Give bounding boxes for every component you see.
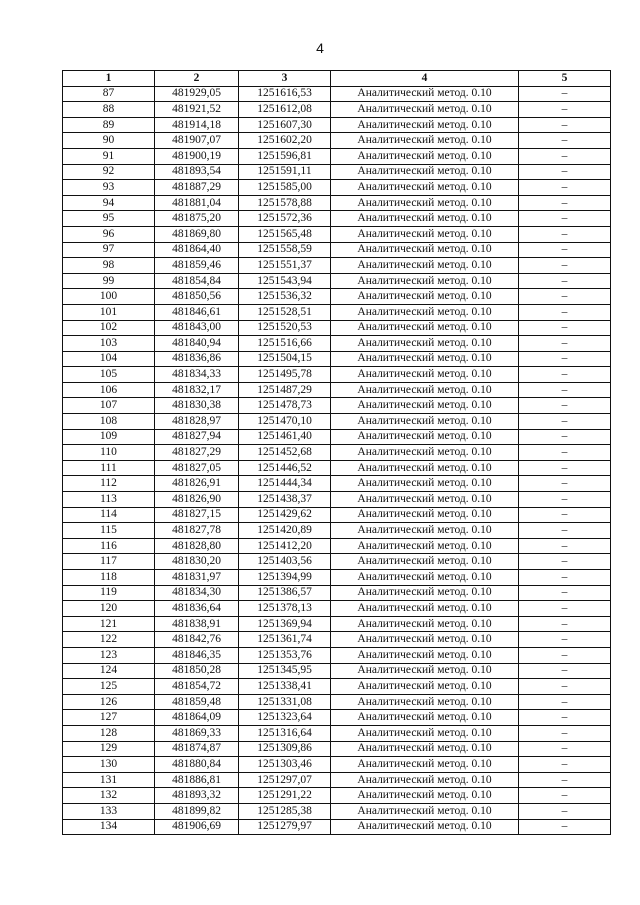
cell-note: – bbox=[519, 102, 611, 118]
cell-method-accuracy: Аналитический метод. 0.10 bbox=[331, 725, 519, 741]
cell-y-coordinate: 1251558,59 bbox=[239, 242, 331, 258]
cell-y-coordinate: 1251543,94 bbox=[239, 273, 331, 289]
table-row bbox=[63, 289, 611, 305]
table-row bbox=[63, 320, 611, 336]
cell-method-accuracy: Аналитический метод. 0.10 bbox=[331, 258, 519, 274]
cell-x-coordinate: 481827,78 bbox=[155, 523, 239, 539]
header-col-3: 3 bbox=[239, 71, 331, 87]
cell-method-accuracy: Аналитический метод. 0.10 bbox=[331, 601, 519, 617]
cell-note: – bbox=[519, 554, 611, 570]
table-row bbox=[63, 585, 611, 601]
table-row bbox=[63, 211, 611, 227]
cell-point-number: 124 bbox=[63, 663, 155, 679]
cell-x-coordinate: 481827,29 bbox=[155, 445, 239, 461]
cell-x-coordinate: 481899,82 bbox=[155, 803, 239, 819]
cell-point-number: 131 bbox=[63, 772, 155, 788]
cell-note: – bbox=[519, 351, 611, 367]
table-row bbox=[63, 725, 611, 741]
cell-method-accuracy: Аналитический метод. 0.10 bbox=[331, 195, 519, 211]
cell-point-number: 114 bbox=[63, 507, 155, 523]
table-row bbox=[63, 304, 611, 320]
cell-y-coordinate: 1251616,53 bbox=[239, 86, 331, 102]
cell-note: – bbox=[519, 492, 611, 508]
cell-note: – bbox=[519, 133, 611, 149]
cell-point-number: 126 bbox=[63, 694, 155, 710]
cell-note: – bbox=[519, 570, 611, 586]
cell-method-accuracy: Аналитический метод. 0.10 bbox=[331, 772, 519, 788]
cell-y-coordinate: 1251478,73 bbox=[239, 398, 331, 414]
cell-x-coordinate: 481914,18 bbox=[155, 117, 239, 133]
cell-method-accuracy: Аналитический метод. 0.10 bbox=[331, 757, 519, 773]
cell-method-accuracy: Аналитический метод. 0.10 bbox=[331, 304, 519, 320]
cell-point-number: 125 bbox=[63, 679, 155, 695]
table-row bbox=[63, 336, 611, 352]
cell-note: – bbox=[519, 757, 611, 773]
cell-y-coordinate: 1251303,46 bbox=[239, 757, 331, 773]
cell-method-accuracy: Аналитический метод. 0.10 bbox=[331, 819, 519, 835]
cell-method-accuracy: Аналитический метод. 0.10 bbox=[331, 180, 519, 196]
table-row bbox=[63, 647, 611, 663]
cell-x-coordinate: 481831,97 bbox=[155, 570, 239, 586]
cell-x-coordinate: 481843,00 bbox=[155, 320, 239, 336]
cell-y-coordinate: 1251461,40 bbox=[239, 429, 331, 445]
cell-x-coordinate: 481850,28 bbox=[155, 663, 239, 679]
cell-x-coordinate: 481854,72 bbox=[155, 679, 239, 695]
cell-note: – bbox=[519, 616, 611, 632]
cell-method-accuracy: Аналитический метод. 0.10 bbox=[331, 289, 519, 305]
cell-method-accuracy: Аналитический метод. 0.10 bbox=[331, 273, 519, 289]
cell-point-number: 121 bbox=[63, 616, 155, 632]
coordinates-table bbox=[62, 70, 611, 835]
cell-method-accuracy: Аналитический метод. 0.10 bbox=[331, 351, 519, 367]
cell-method-accuracy: Аналитический метод. 0.10 bbox=[331, 788, 519, 804]
cell-note: – bbox=[519, 460, 611, 476]
table-row bbox=[63, 86, 611, 102]
cell-y-coordinate: 1251338,41 bbox=[239, 679, 331, 695]
cell-point-number: 111 bbox=[63, 460, 155, 476]
cell-note: – bbox=[519, 725, 611, 741]
table-row bbox=[63, 476, 611, 492]
table-row bbox=[63, 273, 611, 289]
cell-point-number: 106 bbox=[63, 382, 155, 398]
table-row bbox=[63, 507, 611, 523]
cell-note: – bbox=[519, 398, 611, 414]
cell-y-coordinate: 1251353,76 bbox=[239, 647, 331, 663]
cell-note: – bbox=[519, 164, 611, 180]
cell-x-coordinate: 481874,87 bbox=[155, 741, 239, 757]
cell-method-accuracy: Аналитический метод. 0.10 bbox=[331, 647, 519, 663]
cell-point-number: 87 bbox=[63, 86, 155, 102]
table-row bbox=[63, 351, 611, 367]
cell-note: – bbox=[519, 148, 611, 164]
cell-x-coordinate: 481921,52 bbox=[155, 102, 239, 118]
table-row bbox=[63, 164, 611, 180]
cell-point-number: 127 bbox=[63, 710, 155, 726]
cell-x-coordinate: 481864,40 bbox=[155, 242, 239, 258]
cell-note: – bbox=[519, 772, 611, 788]
cell-y-coordinate: 1251386,57 bbox=[239, 585, 331, 601]
cell-point-number: 95 bbox=[63, 211, 155, 227]
cell-x-coordinate: 481886,81 bbox=[155, 772, 239, 788]
cell-note: – bbox=[519, 601, 611, 617]
cell-note: – bbox=[519, 180, 611, 196]
table-row bbox=[63, 616, 611, 632]
cell-y-coordinate: 1251279,97 bbox=[239, 819, 331, 835]
cell-x-coordinate: 481893,54 bbox=[155, 164, 239, 180]
cell-point-number: 110 bbox=[63, 445, 155, 461]
cell-method-accuracy: Аналитический метод. 0.10 bbox=[331, 710, 519, 726]
cell-x-coordinate: 481929,05 bbox=[155, 86, 239, 102]
cell-method-accuracy: Аналитический метод. 0.10 bbox=[331, 242, 519, 258]
table-row bbox=[63, 242, 611, 258]
cell-x-coordinate: 481827,15 bbox=[155, 507, 239, 523]
cell-y-coordinate: 1251412,20 bbox=[239, 538, 331, 554]
cell-x-coordinate: 481830,20 bbox=[155, 554, 239, 570]
cell-method-accuracy: Аналитический метод. 0.10 bbox=[331, 148, 519, 164]
cell-point-number: 103 bbox=[63, 336, 155, 352]
cell-note: – bbox=[519, 585, 611, 601]
cell-x-coordinate: 481827,94 bbox=[155, 429, 239, 445]
table-row bbox=[63, 398, 611, 414]
cell-note: – bbox=[519, 507, 611, 523]
table-row bbox=[63, 663, 611, 679]
cell-y-coordinate: 1251420,89 bbox=[239, 523, 331, 539]
cell-x-coordinate: 481846,61 bbox=[155, 304, 239, 320]
cell-note: – bbox=[519, 382, 611, 398]
table-row bbox=[63, 601, 611, 617]
table-row bbox=[63, 538, 611, 554]
table-row bbox=[63, 367, 611, 383]
cell-y-coordinate: 1251487,29 bbox=[239, 382, 331, 398]
table-row bbox=[63, 554, 611, 570]
cell-method-accuracy: Аналитический метод. 0.10 bbox=[331, 476, 519, 492]
cell-method-accuracy: Аналитический метод. 0.10 bbox=[331, 616, 519, 632]
cell-x-coordinate: 481838,91 bbox=[155, 616, 239, 632]
table-row bbox=[63, 492, 611, 508]
cell-y-coordinate: 1251612,08 bbox=[239, 102, 331, 118]
cell-method-accuracy: Аналитический метод. 0.10 bbox=[331, 133, 519, 149]
cell-y-coordinate: 1251572,36 bbox=[239, 211, 331, 227]
cell-method-accuracy: Аналитический метод. 0.10 bbox=[331, 86, 519, 102]
cell-x-coordinate: 481893,32 bbox=[155, 788, 239, 804]
cell-method-accuracy: Аналитический метод. 0.10 bbox=[331, 164, 519, 180]
cell-note: – bbox=[519, 445, 611, 461]
cell-y-coordinate: 1251345,95 bbox=[239, 663, 331, 679]
cell-y-coordinate: 1251591,11 bbox=[239, 164, 331, 180]
cell-method-accuracy: Аналитический метод. 0.10 bbox=[331, 803, 519, 819]
cell-y-coordinate: 1251585,00 bbox=[239, 180, 331, 196]
cell-y-coordinate: 1251607,30 bbox=[239, 117, 331, 133]
cell-note: – bbox=[519, 273, 611, 289]
cell-method-accuracy: Аналитический метод. 0.10 bbox=[331, 632, 519, 648]
cell-note: – bbox=[519, 632, 611, 648]
cell-method-accuracy: Аналитический метод. 0.10 bbox=[331, 694, 519, 710]
cell-point-number: 92 bbox=[63, 164, 155, 180]
cell-method-accuracy: Аналитический метод. 0.10 bbox=[331, 554, 519, 570]
cell-x-coordinate: 481900,19 bbox=[155, 148, 239, 164]
cell-point-number: 112 bbox=[63, 476, 155, 492]
cell-point-number: 105 bbox=[63, 367, 155, 383]
table-row bbox=[63, 133, 611, 149]
cell-x-coordinate: 481827,05 bbox=[155, 460, 239, 476]
cell-note: – bbox=[519, 523, 611, 539]
cell-y-coordinate: 1251516,66 bbox=[239, 336, 331, 352]
cell-x-coordinate: 481836,64 bbox=[155, 601, 239, 617]
cell-point-number: 99 bbox=[63, 273, 155, 289]
cell-y-coordinate: 1251602,20 bbox=[239, 133, 331, 149]
cell-method-accuracy: Аналитический метод. 0.10 bbox=[331, 320, 519, 336]
table-row bbox=[63, 460, 611, 476]
table-row bbox=[63, 710, 611, 726]
cell-x-coordinate: 481840,94 bbox=[155, 336, 239, 352]
cell-point-number: 98 bbox=[63, 258, 155, 274]
cell-point-number: 89 bbox=[63, 117, 155, 133]
table-header bbox=[63, 71, 611, 87]
cell-point-number: 93 bbox=[63, 180, 155, 196]
cell-x-coordinate: 481869,80 bbox=[155, 226, 239, 242]
cell-y-coordinate: 1251536,32 bbox=[239, 289, 331, 305]
cell-note: – bbox=[519, 679, 611, 695]
cell-note: – bbox=[519, 117, 611, 133]
cell-point-number: 122 bbox=[63, 632, 155, 648]
cell-note: – bbox=[519, 289, 611, 305]
cell-y-coordinate: 1251495,78 bbox=[239, 367, 331, 383]
cell-y-coordinate: 1251444,34 bbox=[239, 476, 331, 492]
cell-point-number: 120 bbox=[63, 601, 155, 617]
cell-x-coordinate: 481826,90 bbox=[155, 492, 239, 508]
cell-method-accuracy: Аналитический метод. 0.10 bbox=[331, 367, 519, 383]
cell-point-number: 100 bbox=[63, 289, 155, 305]
table-row bbox=[63, 414, 611, 430]
cell-point-number: 101 bbox=[63, 304, 155, 320]
cell-point-number: 130 bbox=[63, 757, 155, 773]
cell-method-accuracy: Аналитический метод. 0.10 bbox=[331, 211, 519, 227]
cell-point-number: 88 bbox=[63, 102, 155, 118]
table-row bbox=[63, 258, 611, 274]
cell-method-accuracy: Аналитический метод. 0.10 bbox=[331, 523, 519, 539]
cell-note: – bbox=[519, 710, 611, 726]
table-row bbox=[63, 445, 611, 461]
cell-point-number: 132 bbox=[63, 788, 155, 804]
cell-note: – bbox=[519, 694, 611, 710]
cell-y-coordinate: 1251504,15 bbox=[239, 351, 331, 367]
cell-y-coordinate: 1251361,74 bbox=[239, 632, 331, 648]
cell-note: – bbox=[519, 803, 611, 819]
cell-method-accuracy: Аналитический метод. 0.10 bbox=[331, 117, 519, 133]
cell-point-number: 91 bbox=[63, 148, 155, 164]
cell-y-coordinate: 1251403,56 bbox=[239, 554, 331, 570]
cell-y-coordinate: 1251565,48 bbox=[239, 226, 331, 242]
table-row bbox=[63, 570, 611, 586]
cell-method-accuracy: Аналитический метод. 0.10 bbox=[331, 336, 519, 352]
cell-y-coordinate: 1251520,53 bbox=[239, 320, 331, 336]
cell-y-coordinate: 1251394,99 bbox=[239, 570, 331, 586]
cell-x-coordinate: 481906,69 bbox=[155, 819, 239, 835]
cell-x-coordinate: 481864,09 bbox=[155, 710, 239, 726]
cell-method-accuracy: Аналитический метод. 0.10 bbox=[331, 679, 519, 695]
cell-method-accuracy: Аналитический метод. 0.10 bbox=[331, 445, 519, 461]
cell-point-number: 96 bbox=[63, 226, 155, 242]
cell-method-accuracy: Аналитический метод. 0.10 bbox=[331, 570, 519, 586]
table-row bbox=[63, 741, 611, 757]
cell-note: – bbox=[519, 336, 611, 352]
table-row bbox=[63, 117, 611, 133]
cell-note: – bbox=[519, 195, 611, 211]
cell-point-number: 123 bbox=[63, 647, 155, 663]
table-row bbox=[63, 226, 611, 242]
cell-note: – bbox=[519, 788, 611, 804]
cell-y-coordinate: 1251369,94 bbox=[239, 616, 331, 632]
cell-note: – bbox=[519, 320, 611, 336]
cell-method-accuracy: Аналитический метод. 0.10 bbox=[331, 741, 519, 757]
cell-y-coordinate: 1251331,08 bbox=[239, 694, 331, 710]
cell-x-coordinate: 481832,17 bbox=[155, 382, 239, 398]
cell-note: – bbox=[519, 819, 611, 835]
cell-x-coordinate: 481854,84 bbox=[155, 273, 239, 289]
cell-y-coordinate: 1251578,88 bbox=[239, 195, 331, 211]
cell-x-coordinate: 481907,07 bbox=[155, 133, 239, 149]
table-row bbox=[63, 632, 611, 648]
cell-point-number: 94 bbox=[63, 195, 155, 211]
header-col-1: 1 bbox=[63, 71, 155, 87]
header-col-4: 4 bbox=[331, 71, 519, 87]
cell-method-accuracy: Аналитический метод. 0.10 bbox=[331, 429, 519, 445]
cell-method-accuracy: Аналитический метод. 0.10 bbox=[331, 460, 519, 476]
cell-y-coordinate: 1251438,37 bbox=[239, 492, 331, 508]
cell-method-accuracy: Аналитический метод. 0.10 bbox=[331, 414, 519, 430]
cell-y-coordinate: 1251285,38 bbox=[239, 803, 331, 819]
cell-y-coordinate: 1251297,07 bbox=[239, 772, 331, 788]
cell-y-coordinate: 1251316,64 bbox=[239, 725, 331, 741]
cell-note: – bbox=[519, 414, 611, 430]
cell-point-number: 104 bbox=[63, 351, 155, 367]
cell-point-number: 109 bbox=[63, 429, 155, 445]
cell-y-coordinate: 1251551,37 bbox=[239, 258, 331, 274]
table-row bbox=[63, 757, 611, 773]
table-row bbox=[63, 679, 611, 695]
cell-note: – bbox=[519, 211, 611, 227]
cell-point-number: 118 bbox=[63, 570, 155, 586]
cell-x-coordinate: 481836,86 bbox=[155, 351, 239, 367]
table-row bbox=[63, 819, 611, 835]
header-row bbox=[63, 71, 611, 87]
table-row bbox=[63, 772, 611, 788]
cell-x-coordinate: 481859,46 bbox=[155, 258, 239, 274]
cell-note: – bbox=[519, 663, 611, 679]
cell-note: – bbox=[519, 226, 611, 242]
table-row bbox=[63, 195, 611, 211]
cell-x-coordinate: 481826,91 bbox=[155, 476, 239, 492]
cell-x-coordinate: 481869,33 bbox=[155, 725, 239, 741]
cell-x-coordinate: 481834,30 bbox=[155, 585, 239, 601]
cell-note: – bbox=[519, 741, 611, 757]
cell-point-number: 119 bbox=[63, 585, 155, 601]
cell-method-accuracy: Аналитический метод. 0.10 bbox=[331, 492, 519, 508]
cell-x-coordinate: 481834,33 bbox=[155, 367, 239, 383]
cell-x-coordinate: 481880,84 bbox=[155, 757, 239, 773]
cell-method-accuracy: Аналитический метод. 0.10 bbox=[331, 663, 519, 679]
cell-point-number: 108 bbox=[63, 414, 155, 430]
cell-note: – bbox=[519, 242, 611, 258]
table-row bbox=[63, 429, 611, 445]
table-row bbox=[63, 180, 611, 196]
cell-point-number: 133 bbox=[63, 803, 155, 819]
header-col-5: 5 bbox=[519, 71, 611, 87]
cell-y-coordinate: 1251470,10 bbox=[239, 414, 331, 430]
cell-x-coordinate: 481830,38 bbox=[155, 398, 239, 414]
cell-note: – bbox=[519, 647, 611, 663]
cell-y-coordinate: 1251596,81 bbox=[239, 148, 331, 164]
cell-y-coordinate: 1251452,68 bbox=[239, 445, 331, 461]
cell-point-number: 116 bbox=[63, 538, 155, 554]
cell-point-number: 134 bbox=[63, 819, 155, 835]
cell-y-coordinate: 1251291,22 bbox=[239, 788, 331, 804]
cell-method-accuracy: Аналитический метод. 0.10 bbox=[331, 102, 519, 118]
cell-x-coordinate: 481846,35 bbox=[155, 647, 239, 663]
cell-x-coordinate: 481842,76 bbox=[155, 632, 239, 648]
table-row bbox=[63, 148, 611, 164]
table-body bbox=[63, 86, 611, 835]
cell-y-coordinate: 1251446,52 bbox=[239, 460, 331, 476]
cell-x-coordinate: 481859,48 bbox=[155, 694, 239, 710]
cell-point-number: 107 bbox=[63, 398, 155, 414]
cell-point-number: 97 bbox=[63, 242, 155, 258]
cell-method-accuracy: Аналитический метод. 0.10 bbox=[331, 382, 519, 398]
cell-x-coordinate: 481881,04 bbox=[155, 195, 239, 211]
cell-point-number: 90 bbox=[63, 133, 155, 149]
cell-note: – bbox=[519, 538, 611, 554]
table-row bbox=[63, 382, 611, 398]
cell-note: – bbox=[519, 86, 611, 102]
cell-point-number: 113 bbox=[63, 492, 155, 508]
table-row bbox=[63, 803, 611, 819]
cell-point-number: 115 bbox=[63, 523, 155, 539]
table-row bbox=[63, 102, 611, 118]
cell-note: – bbox=[519, 429, 611, 445]
cell-note: – bbox=[519, 304, 611, 320]
cell-point-number: 129 bbox=[63, 741, 155, 757]
cell-point-number: 117 bbox=[63, 554, 155, 570]
cell-note: – bbox=[519, 367, 611, 383]
cell-point-number: 128 bbox=[63, 725, 155, 741]
cell-x-coordinate: 481828,97 bbox=[155, 414, 239, 430]
header-col-2: 2 bbox=[155, 71, 239, 87]
table-row bbox=[63, 788, 611, 804]
cell-x-coordinate: 481875,20 bbox=[155, 211, 239, 227]
table-row bbox=[63, 694, 611, 710]
cell-method-accuracy: Аналитический метод. 0.10 bbox=[331, 585, 519, 601]
cell-x-coordinate: 481828,80 bbox=[155, 538, 239, 554]
cell-note: – bbox=[519, 258, 611, 274]
cell-y-coordinate: 1251323,64 bbox=[239, 710, 331, 726]
cell-y-coordinate: 1251309,86 bbox=[239, 741, 331, 757]
cell-method-accuracy: Аналитический метод. 0.10 bbox=[331, 538, 519, 554]
cell-x-coordinate: 481887,29 bbox=[155, 180, 239, 196]
cell-y-coordinate: 1251378,13 bbox=[239, 601, 331, 617]
table-row bbox=[63, 523, 611, 539]
cell-method-accuracy: Аналитический метод. 0.10 bbox=[331, 507, 519, 523]
cell-x-coordinate: 481850,56 bbox=[155, 289, 239, 305]
cell-y-coordinate: 1251528,51 bbox=[239, 304, 331, 320]
cell-method-accuracy: Аналитический метод. 0.10 bbox=[331, 398, 519, 414]
cell-note: – bbox=[519, 476, 611, 492]
page-number: 4 bbox=[316, 40, 324, 56]
cell-method-accuracy: Аналитический метод. 0.10 bbox=[331, 226, 519, 242]
cell-point-number: 102 bbox=[63, 320, 155, 336]
cell-y-coordinate: 1251429,62 bbox=[239, 507, 331, 523]
